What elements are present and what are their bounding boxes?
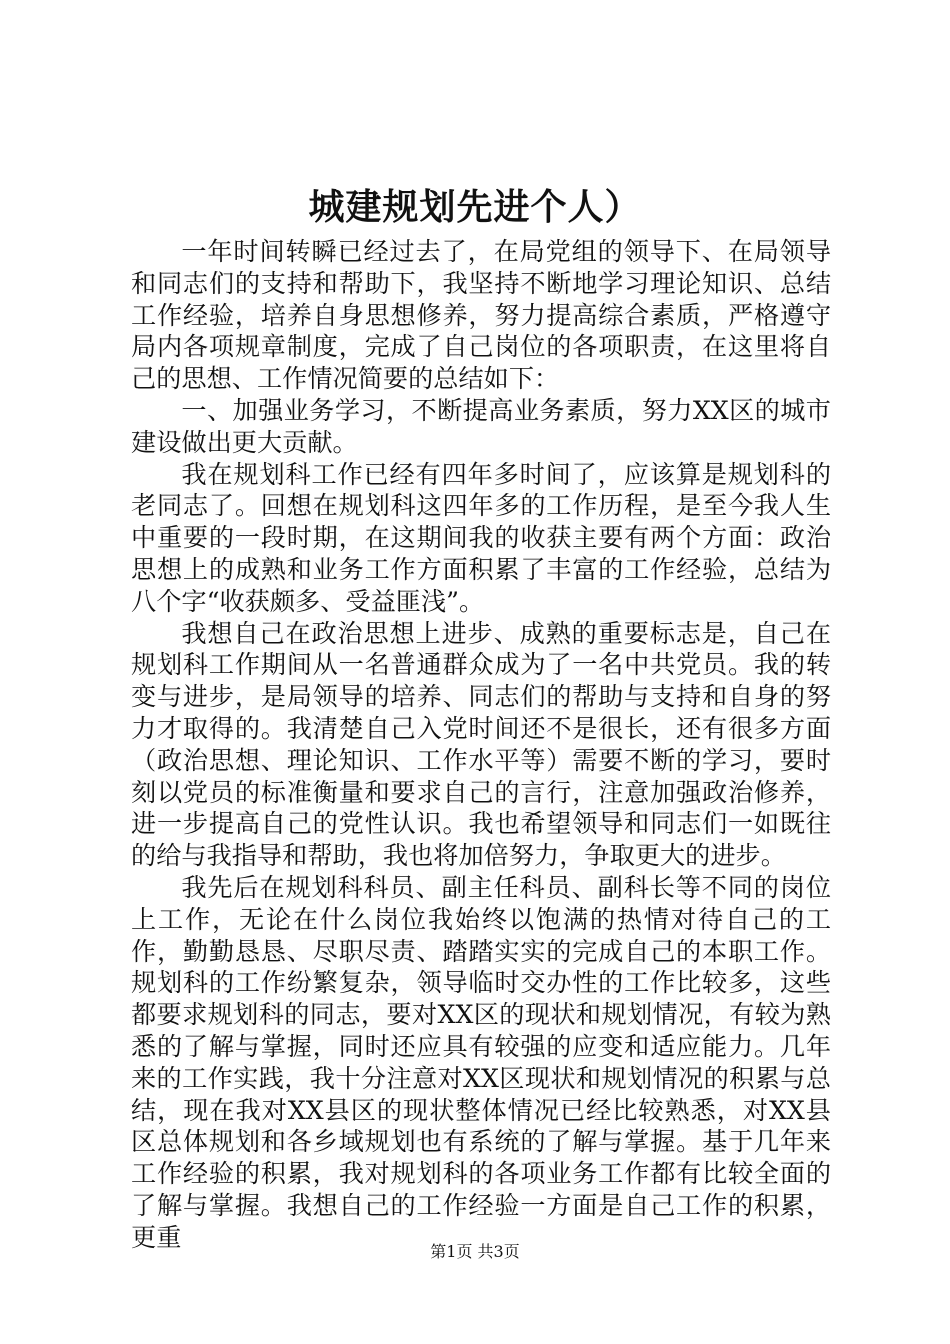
- paragraph-experience: 我在规划科工作已经有四年多时间了，应该算是规划科的老同志了。回想在规划科这四年多的工作历程，是至今我人生中重要的一段时期，在这期间我的收获主要有两个方面：政治思想上的成熟和业务工作方面积累了丰富的工作经验，总结为八个字“收获颇多、受益匪浅”。: [131, 459, 831, 616]
- page-footer: 第1页 共3页: [430, 1242, 520, 1261]
- page-title: 城建规划先进个人）: [308, 186, 642, 228]
- paragraph-intro: 一年时间转瞬已经过去了，在局党组的领导下、在局领导和同志们的支持和帮助下，我坚持不断地学习理论知识、总结工作经验，培养自身思想修养，努力提高综合素质，严格遵守局内各项规章制度，完成了自己岗位的各项职责，在这里将自己的思想、工作情况简要的总结如下：: [131, 237, 831, 394]
- paragraph-work-positions: 我先后在规划科科员、副主任科员、副科长等不同的岗位上工作，无论在什么岗位我始终以饱满的热情对待自己的工作，勤勤恳恳、尽职尽责、踏踏实实的完成自己的本职工作。规划科的工作纷繁复杂，领导临时交办性的工作比较多，这些都要求规划科的同志，要对XX区的现状和规划情况，有较为熟悉的了解与掌握，同时还应具有较强的应变和适应能力。几年来的工作实践，我十分注意对XX区现状和规划情况的积累与总结，现在我对XX县区的现状整体情况已经比较熟悉，对XX县区总体规划和各乡域规划也有系统的了解与掌握。基于几年来工作经验的积累，我对规划科的各项业务工作都有比较全面的了解与掌握。我想自己的工作经验一方面是自己工作的积累，更重: [131, 872, 831, 1252]
- paragraph-political-progress: 我想自己在政治思想上进步、成熟的重要标志是，自己在规划科工作期间从一名普通群众成为了一名中共党员。我的转变与进步，是局领导的培养、同志们的帮助与支持和自身的努力才取得的。我清楚自己入党时间还不是很长，还有很多方面（政治思想、理论知识、工作水平等）需要不断的学习，要时刻以党员的标准衡量和要求自己的言行，注意加强政治修养，进一步提高自己的党性认识。我也希望领导和同志们一如既往的给与我指导和帮助，我也将加倍努力，争取更大的进步。: [131, 618, 831, 871]
- paragraph-section-heading: 一、加强业务学习，不断提高业务素质，努力XX区的城市建设做出更大贡献。: [131, 395, 831, 457]
- document-body: [131, 236, 831, 1254]
